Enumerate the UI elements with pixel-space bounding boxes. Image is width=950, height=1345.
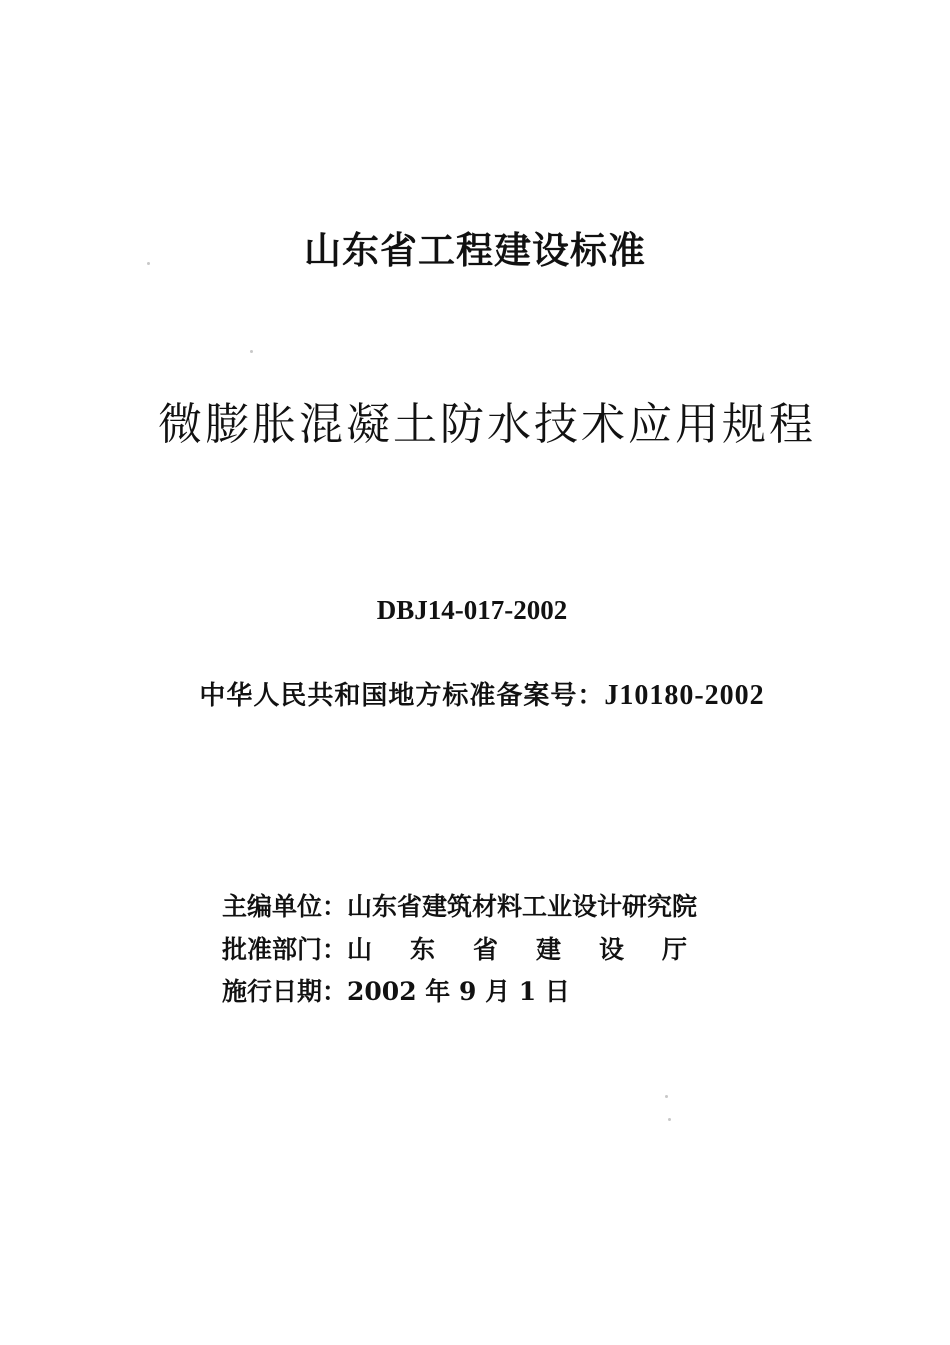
filing-record xyxy=(7,675,950,712)
document-title: 微膨胀混凝土防水技术应用规程 xyxy=(158,399,816,450)
standard-series-heading: 山东省工程建设标准 xyxy=(304,229,646,272)
scan-speck xyxy=(250,350,253,353)
filing-label: 中华人民共和国地方标准备案号： xyxy=(199,681,605,711)
approver-label: 批准部门： xyxy=(222,935,348,964)
effective-date-value: 2002 年 9 月 1 日 xyxy=(347,977,570,1006)
editor-value: 山东省建筑材料工业设计研究院 xyxy=(347,892,698,921)
filing-number: J10180-2002 xyxy=(604,680,765,711)
effective-date-row xyxy=(222,972,782,1008)
approver-value: 山东省建设厅 xyxy=(347,935,726,964)
editor-label: 主编单位： xyxy=(222,892,348,921)
effective-date-label: 施行日期： xyxy=(222,977,348,1006)
editor-row xyxy=(222,887,782,923)
scan-speck xyxy=(668,1118,671,1121)
scan-speck xyxy=(147,262,150,265)
approver-row xyxy=(222,930,782,966)
standard-code: DBJ14-017-2002 xyxy=(376,595,568,625)
scan-speck xyxy=(665,1095,668,1098)
